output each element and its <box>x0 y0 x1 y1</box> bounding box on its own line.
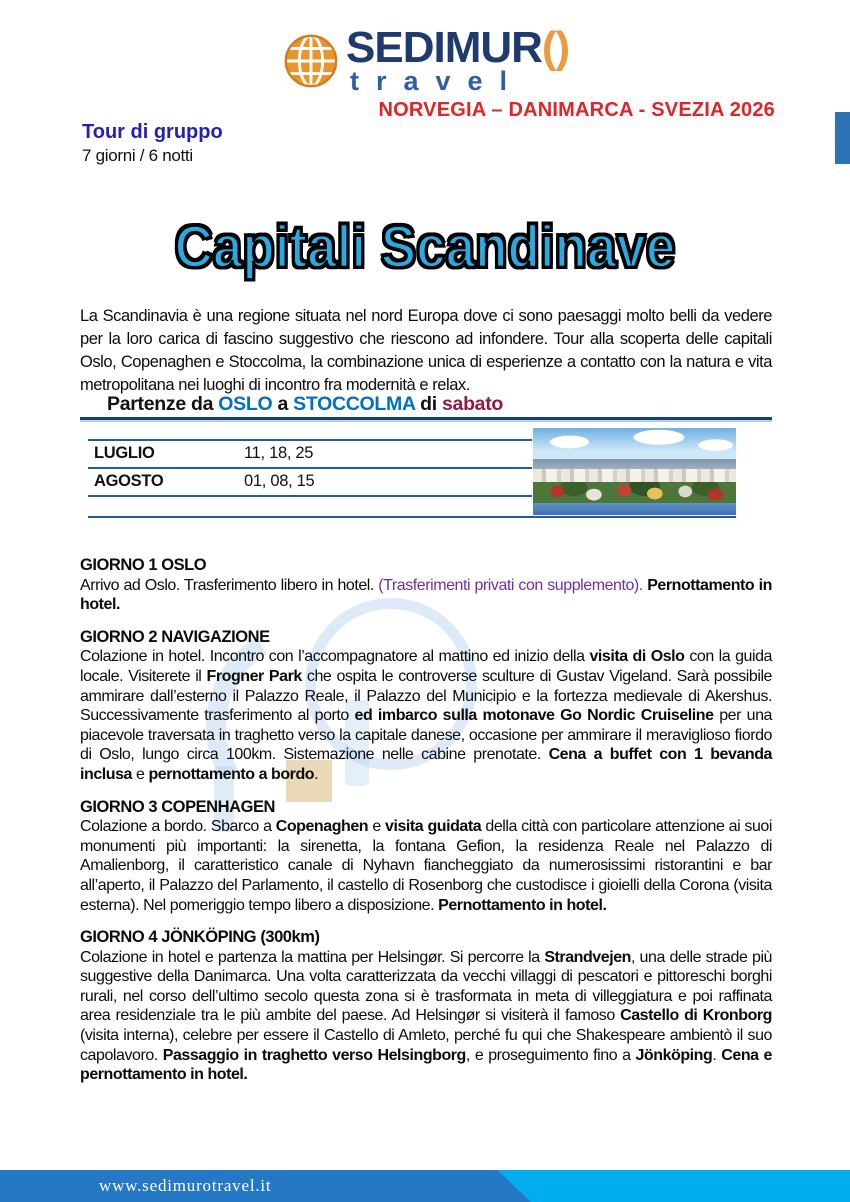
day-paragraph: Arrivo ad Oslo. Trasferimento libero in hotel. (Trasferimenti privati con supplemento). Pernottamento in hotel. <box>80 576 772 614</box>
destinations-line: NORVEGIA – DANIMARCA - SVEZIA 2026 <box>378 99 775 121</box>
day-paragraph: Colazione a bordo. Sbarco a Copenaghen e visita guidata della città con particolare attenzione ai suoi monumenti più importanti: la sirenetta, la fontana Gefion, la residenza Reale nel Palazzo di Amalienborg, il caratteristico canale di Nyhavn fiancheggiato da numerosissimi ristorantini e bar all’aperto, il Palazzo del Parlamento, il castello di Rosenborg che custodisce i gioielli della Corona (visita esterna). Nel pomeriggio tempo libero a disposizione. Pernottamento in hotel. <box>80 818 772 914</box>
brand-name <box>346 23 570 72</box>
brand-subtitle: travel <box>350 66 525 96</box>
intro-paragraph: La Scandinavia è una regione situata nel nord Europa dove ci sono paesaggi molto belli da vedere per la loro carica di fascino suggestivo che riescono ad infondere. Tour alla scoperta delle capitali Oslo, Copenaghen e Stoccolma, la combinazione unica di esperienze a contatto con la natura e vita metropolitana nei luoghi di incontro fra modernità e relax. <box>80 306 772 395</box>
globe-icon <box>282 32 340 90</box>
table-row <box>88 439 532 467</box>
departures-heading: Partenze da OSLO a STOCCOLMA di sabato <box>107 393 504 415</box>
itinerary <box>80 556 772 1098</box>
logo-text <box>346 23 570 96</box>
photo-houses-trees <box>533 482 736 503</box>
photo-water <box>533 503 736 515</box>
photo-hills <box>533 459 736 469</box>
month-cell: LUGLIO <box>94 444 155 462</box>
footer-url[interactable]: www.sedimurotravel.it <box>99 1176 272 1195</box>
day-heading: GIORNO 1 OSLO <box>80 556 207 574</box>
day-heading: GIORNO 2 NAVIGAZIONE <box>80 627 270 646</box>
table-row <box>88 467 532 497</box>
photo-city-skyline <box>533 469 736 482</box>
day-paragraph: Colazione in hotel. Incontro con l’accompagnatore al mattino ed inizio della visita di Oslo con la guida locale. Visiterete il Frogner Park che ospita le controverse sculture di Gustav Vigeland. Sarà possibile ammirare dall’esterno il Palazzo Reale, il Palazzo del Municipio e la fortezza medievale di Akershus. Successivamente trasferimento al porto ed imbarco sulla motonave Go Nordic Cruiseline per una piacevole traversata in traghetto verso la capitale danese, occasione per ammirare il meraviglioso fiordo di Oslo, lungo circa 100km. Sistemazione nelle cabine prenotate. Cena a buffet con 1 bevanda inclusa e pernottamento a bordo. <box>80 648 772 783</box>
tour-type-label: Tour di gruppo <box>82 121 223 143</box>
month-cell: AGOSTO <box>94 472 164 490</box>
duration-label: 7 giorni / 6 notti <box>82 146 193 165</box>
brand-parentheses: () <box>541 23 570 72</box>
footer-band <box>0 1170 850 1202</box>
day-section-1 <box>80 556 772 615</box>
section-divider-line <box>88 516 736 518</box>
day-paragraph: Colazione in hotel e partenza la mattina per Helsingør. Si percorre la Strandvejen, una delle strade più suggestive della Danimarca. Una volta caratterizzata da vecchi villaggi di pescatori e pittoreschi borghi rurali, nel corso dell’ultimo secolo questa zona si è trasformata in meta di villeggiatura e poi raffinata area residenziale tra le più ambite del paese. Ad Helsingør si visiterà il famoso Castello di Kronborg (visita interna), celebre per essere il Castello di Amleto, perché fu qui che Shakespeare ambientò il suo capolavoro. Passaggio in traghetto verso Helsingborg, e proseguimento fino a Jönköping. Cena e pernottamento in hotel. <box>80 948 772 1084</box>
dates-cell: 01, 08, 15 <box>244 472 315 490</box>
dates-cell: 11, 18, 25 <box>244 444 314 462</box>
day-section-4 <box>80 928 772 1085</box>
day-heading: GIORNO 3 COPENHAGEN <box>80 797 275 816</box>
destination-photo <box>533 428 736 515</box>
corner-accent-bar <box>835 112 850 164</box>
agency-logo <box>282 23 570 96</box>
day-heading: GIORNO 4 JÖNKÖPING (300km) <box>80 928 320 947</box>
day-section-3 <box>80 798 772 916</box>
departures-table <box>88 439 532 497</box>
departures-rule <box>80 417 772 420</box>
brand-word: SEDIMUR <box>346 23 542 72</box>
page-title: Capitali Scandinave <box>174 214 676 281</box>
day-section-2 <box>80 628 772 785</box>
photo-sky <box>533 428 736 459</box>
